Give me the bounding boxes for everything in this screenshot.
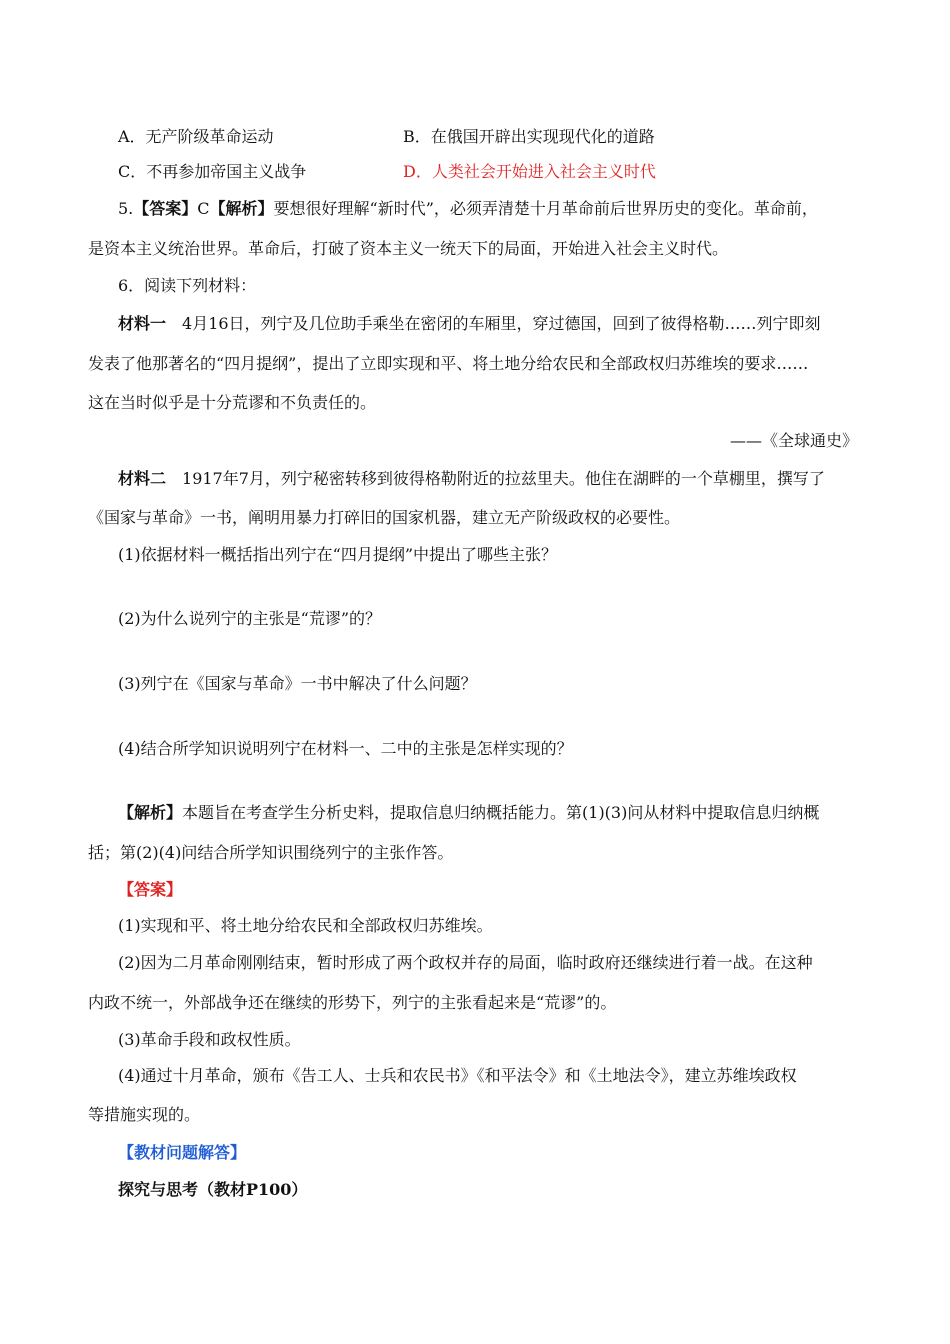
q5-explanation-tag: 【解析】 — [209, 199, 274, 218]
material-1-text: 4月16日，列宁及几位助手乘坐在密闭的车厢里，穿过德国，回到了彼得格勒……列宁即刻 — [166, 314, 821, 333]
answer-4-line-2: 等措施实现的。 — [88, 1105, 201, 1124]
q6-answer-tag: 【答案】 — [118, 880, 183, 899]
material-2-line-2: 《国家与革命》一书，阐明用暴力打碎旧的国家机器，建立无产阶级政权的必要性。 — [88, 508, 681, 527]
material-1-line-2: 发表了他那著名的“四月提纲”，提出了立即实现和平、将土地分给农民和全部政权归苏维埃的要求…… — [88, 354, 809, 373]
subquestion-1: (1)依据材料一概括指出列宁在“四月提纲”中提出了哪些主张？ — [118, 545, 558, 564]
material-2-text: 1917年7月，列宁秘密转移到彼得格勒附近的拉兹里夫。他住在湖畔的一个草棚里，撰写了 — [166, 469, 825, 488]
answer-1: (1)实现和平、将土地分给农民和全部政权归苏维埃。 — [118, 916, 493, 935]
subquestion-4: (4)结合所学知识说明列宁在材料一、二中的主张是怎样实现的？ — [118, 739, 573, 758]
q6-explanation-tag: 【解析】 — [118, 803, 183, 822]
material-2-label: 材料二 — [118, 469, 167, 488]
q5-answer-tag: 【答案】 — [133, 199, 198, 218]
q5-explanation-cont: 是资本主义统治世界。革命后，打破了资本主义一统天下的局面，开始进入社会主义时代。 — [88, 239, 729, 258]
q6-intro: 6．阅读下列材料： — [118, 276, 257, 295]
q6-explanation-line-2: 括；第(2)(4)问结合所学知识围绕列宁的主张作答。 — [88, 843, 454, 862]
answer-2-line-2: 内政不统一，外部战争还在继续的形势下，列宁的主张看起来是“荒谬”的。 — [88, 993, 617, 1012]
q5-answer-line — [118, 199, 818, 219]
textbook-heading: 【教材问题解答】 — [118, 1143, 247, 1162]
textbook-subheading: 探究与思考（教材P100） — [118, 1180, 308, 1199]
option-b: B．在俄国开辟出实现现代化的道路 — [403, 127, 655, 146]
material-1-line-1 — [118, 314, 821, 334]
q6-explanation-line-1 — [118, 803, 819, 823]
option-a: A．无产阶级革命运动 — [118, 127, 274, 146]
q6-explanation-text: 本题旨在考查学生分析史料，提取信息归纳概括能力。第(1)(3)问从材料中提取信息归纳概 — [182, 803, 820, 822]
q5-explanation-text: 要想很好理解“新时代”，必须弄清楚十月革命前后世界历史的变化。革命前， — [273, 199, 818, 218]
answer-2-line-1: (2)因为二月革命刚刚结束，暂时形成了两个政权并存的局面，临时政府还继续进行着一战。在这种 — [118, 953, 813, 972]
option-c: C．不再参加帝国主义战争 — [118, 162, 307, 181]
answer-3: (3)革命手段和政权性质。 — [118, 1030, 301, 1049]
subquestion-3: (3)列宁在《国家与革命》一书中解决了什么问题？ — [118, 674, 477, 693]
material-2-line-1 — [118, 469, 825, 489]
subquestion-2: (2)为什么说列宁的主张是“荒谬”的？ — [118, 609, 382, 628]
option-d: D．人类社会开始进入社会主义时代 — [403, 162, 656, 181]
answer-4-line-1: (4)通过十月革命，颁布《告工人、士兵和农民书》《和平法令》和《土地法令》，建立苏维埃政权 — [118, 1066, 797, 1085]
material-1-label: 材料一 — [118, 314, 167, 333]
q5-number: 5. — [118, 199, 134, 218]
material-1-source: ——《全球通史》 — [729, 431, 858, 450]
q5-answer-letter: C — [197, 199, 210, 218]
material-1-line-3: 这在当时似乎是十分荒谬和不负责任的。 — [88, 393, 377, 412]
